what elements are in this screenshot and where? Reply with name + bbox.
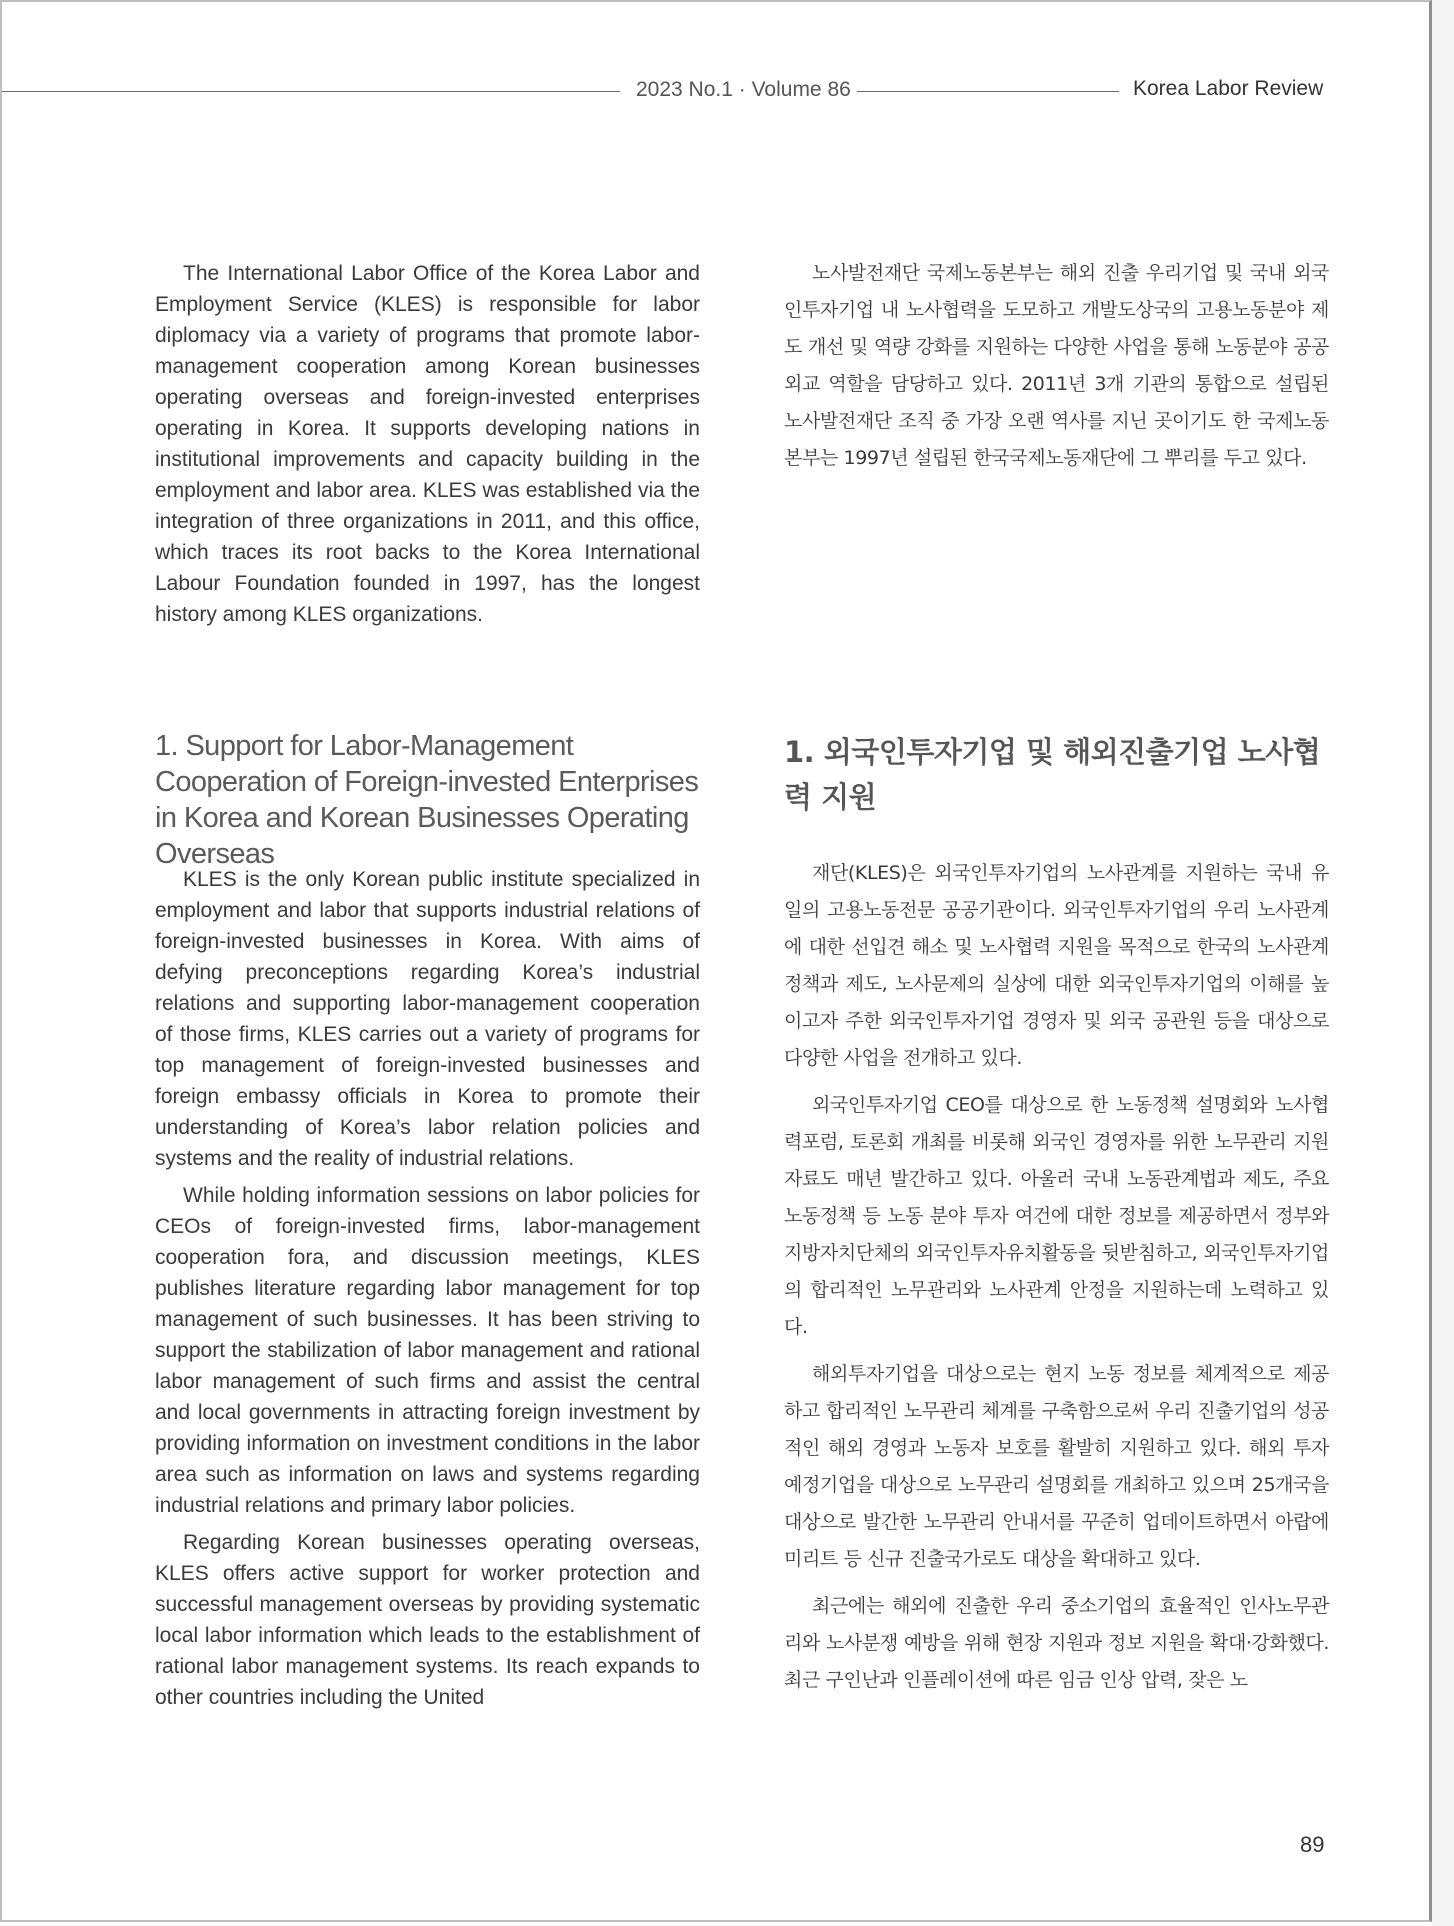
intro-paragraph-ko: 노사발전재단 국제노동본부는 해외 진출 우리기업 및 국내 외국인투자기업 내 노사협력을 도모하고 개발도상국의 고용노동분야 제도 개선 및 역량 강화를 지원하는 다양한 사업을 통해 노동분야 공공외교 역할을 담당하고 있다. 2011년 3개 기관의 통합으로 설립된 노사발전재단 조직 중 가장 오랜 역사를 지닌 곳이기도 한 국제노동본부는 1997년 설립된 한국국제노동재단에 그 뿌리를 두고 있다. bbox=[784, 262, 1329, 469]
body-paragraph-en: KLES is the only Korean public institute specialized in employment and labor that supports industrial relations of foreign-invested businesses in Korea. With aims of defying preconceptions regarding Korea’s industrial relations and supporting labor-management cooperation of those firms, KLES carries out a variety of programs for top management of foreign-invested businesses and foreign embassy officials in Korea to promote their understanding of Korea’s labor relation policies and systems and the reality of industrial relations. bbox=[155, 868, 700, 1170]
body-paragraph-ko: 해외투자기업을 대상으로는 현지 노동 정보를 체계적으로 제공하고 합리적인 노무관리 체계를 구축함으로써 우리 진출기업의 성공적인 해외 경영과 노동자 보호를 활발히 지원하고 있다. 해외 투자 예정기업을 대상으로 노무관리 설명회를 개최하고 있으며 25개국을 대상으로 발간한 노무관리 안내서를 꾸준히 업데이트하면서 아랍에미리트 등 신규 진출국가로도 대상을 확대하고 있다. bbox=[784, 1363, 1329, 1570]
intro-korean bbox=[784, 255, 1329, 477]
header-rule-left bbox=[2, 91, 620, 92]
body-paragraph-en: While holding information sessions on labor policies for CEOs of foreign-invested firms, labor-management cooperation fora, and discussion meetings, KLES publishes literature regarding labor management for top management of such businesses. It has been striving to support the stabilization of labor management and rational labor management of such firms and assist the central and local governments in attracting foreign investment by providing information on investment conditions in the labor area such as information on laws and systems regarding industrial relations and primary labor policies. bbox=[155, 1184, 700, 1517]
page-edge-shadow bbox=[1432, 0, 1454, 1926]
intro-english bbox=[155, 258, 700, 630]
section-heading-english bbox=[155, 728, 700, 872]
journal-title: Korea Labor Review bbox=[1133, 77, 1324, 100]
section-body-korean bbox=[784, 855, 1329, 1699]
body-paragraph-ko: 외국인투자기업 CEO를 대상으로 한 노동정책 설명회와 노사협력포럼, 토론회 개최를 비롯해 외국인 경영자를 위한 노무관리 지원자료도 매년 발간하고 있다. 아울러 국내 노동관계법과 제도, 주요 노동정책 등 노동 분야 투자 여건에 대한 정보를 제공하면서 정부와 지방자치단체의 외국인투자유치활동을 뒷받침하고, 외국인투자기업의 합리적인 노무관리와 노사관계 안정을 지원하는데 노력하고 있다. bbox=[784, 1094, 1329, 1338]
issue-label: 2023 No.1 · Volume 86 bbox=[636, 78, 851, 101]
body-paragraph-ko: 재단(KLES)은 외국인투자기업의 노사관계를 지원하는 국내 유일의 고용노동전문 공공기관이다. 외국인투자기업의 우리 노사관계에 대한 선입견 해소 및 노사협력 지원을 목적으로 한국의 노사관계 정책과 제도, 노사문제의 실상에 대한 외국인투자기업의 이해를 높이고자 주한 외국인투자기업 경영자 및 외국 공관원 등을 대상으로 다양한 사업을 전개하고 있다. bbox=[784, 862, 1329, 1069]
section-title-en: 1. Support for Labor-Management Cooperation of Foreign-invested Enterprises in Korea and Korean Businesses Operating Overseas bbox=[155, 730, 699, 870]
section-heading-korean bbox=[784, 730, 1329, 820]
section-title-ko: 1. 외국인투자기업 및 해외진출기업 노사협력 지원 bbox=[784, 735, 1321, 814]
intro-paragraph-en: The International Labor Office of the Korea Labor and Employment Service (KLES) is responsible for labor diplomacy via a variety of programs that promote labor-management cooperation among Korean businesses operating overseas and foreign-invested enterprises operating in Korea. It supports developing nations in institutional improvements and capacity building in the employment and labor area. KLES was established via the integration of three organizations in 2011, and this office, which traces its root backs to the Korea International Labour Foundation founded in 1997, has the longest history among KLES organizations. bbox=[155, 262, 700, 626]
section-body-english bbox=[155, 864, 700, 1713]
header-rule-middle bbox=[857, 91, 1119, 92]
page-number: 89 bbox=[1300, 1832, 1325, 1857]
running-header bbox=[2, 76, 1328, 106]
body-paragraph-ko: 최근에는 해외에 진출한 우리 중소기업의 효율적인 인사노무관리와 노사분쟁 예방을 위해 현장 지원과 정보 지원을 확대·강화했다. 최근 구인난과 인플레이션에 따른 임금 인상 압력, 잦은 노 bbox=[784, 1595, 1329, 1691]
body-paragraph-en: Regarding Korean businesses operating overseas, KLES offers active support for worker protection and successful management overseas by providing systematic local labor information which leads to the establishment of rational labor management systems. Its reach expands to other countries including the United bbox=[155, 1531, 700, 1709]
